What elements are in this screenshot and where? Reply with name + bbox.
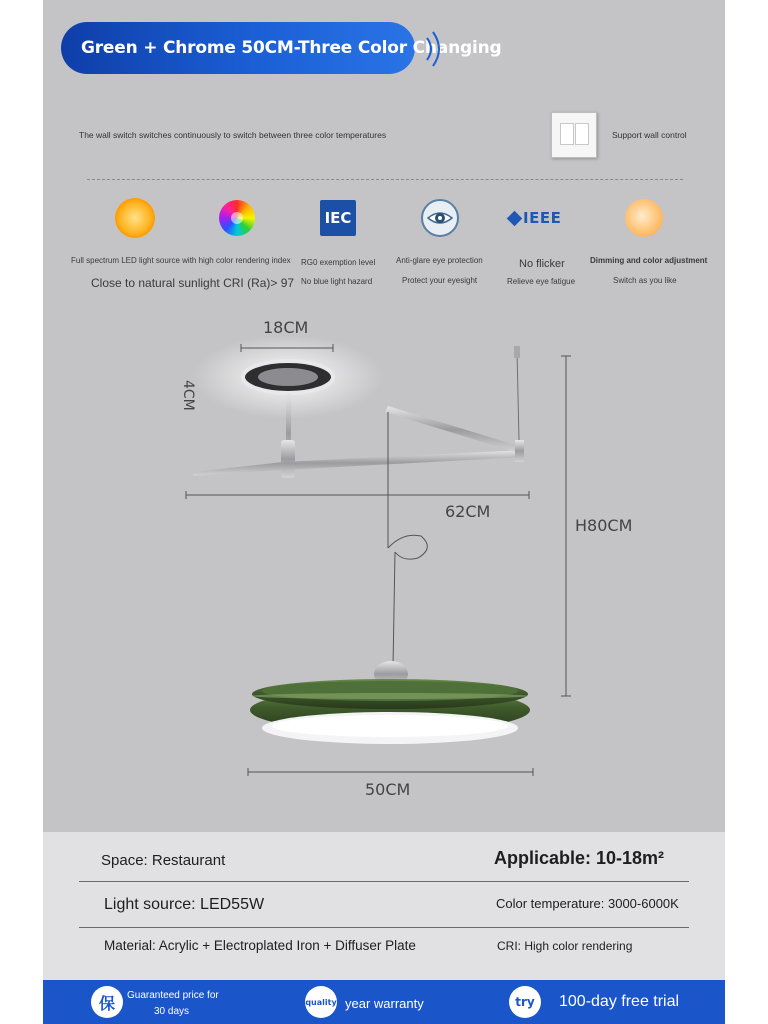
sun-icon: [115, 198, 155, 238]
quality-badge: quality: [305, 986, 337, 1018]
price-guarantee-line1: Guaranteed price for: [127, 990, 219, 1001]
eye-icon: [421, 199, 459, 237]
feature-caption: Close to natural sunlight CRI (Ra)> 97: [91, 276, 295, 290]
wall-switch-icon: [551, 112, 597, 158]
spec-divider: [79, 881, 689, 882]
product-dimension-drawing: [43, 300, 725, 820]
feature-caption: No flicker: [519, 258, 565, 270]
divider: [87, 179, 683, 180]
spec-space: Space: Restaurant: [101, 852, 226, 869]
pendant-lamp-illustration: [43, 300, 725, 820]
warranty-text: year warranty: [345, 996, 424, 1011]
feature-caption: No blue light hazard: [301, 277, 373, 286]
feature-caption: Relieve eye fatigue: [507, 277, 576, 286]
feature-caption: Anti-glare eye protection: [396, 256, 483, 265]
feature-caption: Switch as you like: [613, 276, 677, 285]
feature-caption: Protect your eyesight: [402, 276, 478, 285]
canopy-width-label: 18CM: [263, 318, 309, 337]
sound-waves-icon: [423, 26, 447, 72]
guarantee-banner: [43, 980, 725, 1024]
canopy-height-label: 4CM: [180, 380, 196, 411]
arm-length-label: 62CM: [445, 502, 491, 521]
price-guarantee-badge: 保: [91, 986, 123, 1018]
price-guarantee-line2: 30 days: [154, 1006, 190, 1017]
wall-switch-description: The wall switch switches continuously to switch between three color temperatures: [79, 130, 387, 140]
spec-material: Material: Acrylic + Electroplated Iron + Diffuser Plate: [104, 938, 416, 953]
spec-light-source: Light source: LED55W: [104, 896, 265, 913]
specifications-table: [43, 832, 725, 980]
ieee-logo-icon: [509, 208, 577, 228]
wall-control-label: Support wall control: [612, 130, 687, 140]
spec-color-temperature: Color temperature: 3000-6000K: [496, 896, 679, 911]
feature-caption: RG0 exemption level: [301, 258, 376, 267]
product-title: Green + Chrome 50CM-Three Color Changing: [81, 38, 502, 58]
spec-applicable: Applicable: 10-18m²: [494, 848, 665, 868]
spec-cri: CRI: High color rendering: [497, 939, 633, 953]
free-trial-text: 100-day free trial: [559, 993, 680, 1010]
product-detail-page: [43, 0, 725, 1024]
feature-caption: Dimming and color adjustment: [590, 256, 708, 265]
spec-divider: [79, 927, 689, 928]
color-wheel-icon: [219, 200, 255, 236]
total-height-label: H80CM: [575, 516, 633, 535]
shade-diameter-label: 50CM: [365, 780, 411, 799]
iec-logo-text: IEC: [324, 209, 352, 227]
product-title-banner: [61, 22, 502, 74]
iec-logo-icon: [320, 200, 356, 236]
trial-badge: try: [509, 986, 541, 1018]
warm-light-icon: [625, 199, 663, 237]
feature-caption: Full spectrum LED light source with high color rendering index: [71, 256, 291, 265]
ieee-logo-text: IEEE: [523, 209, 562, 227]
